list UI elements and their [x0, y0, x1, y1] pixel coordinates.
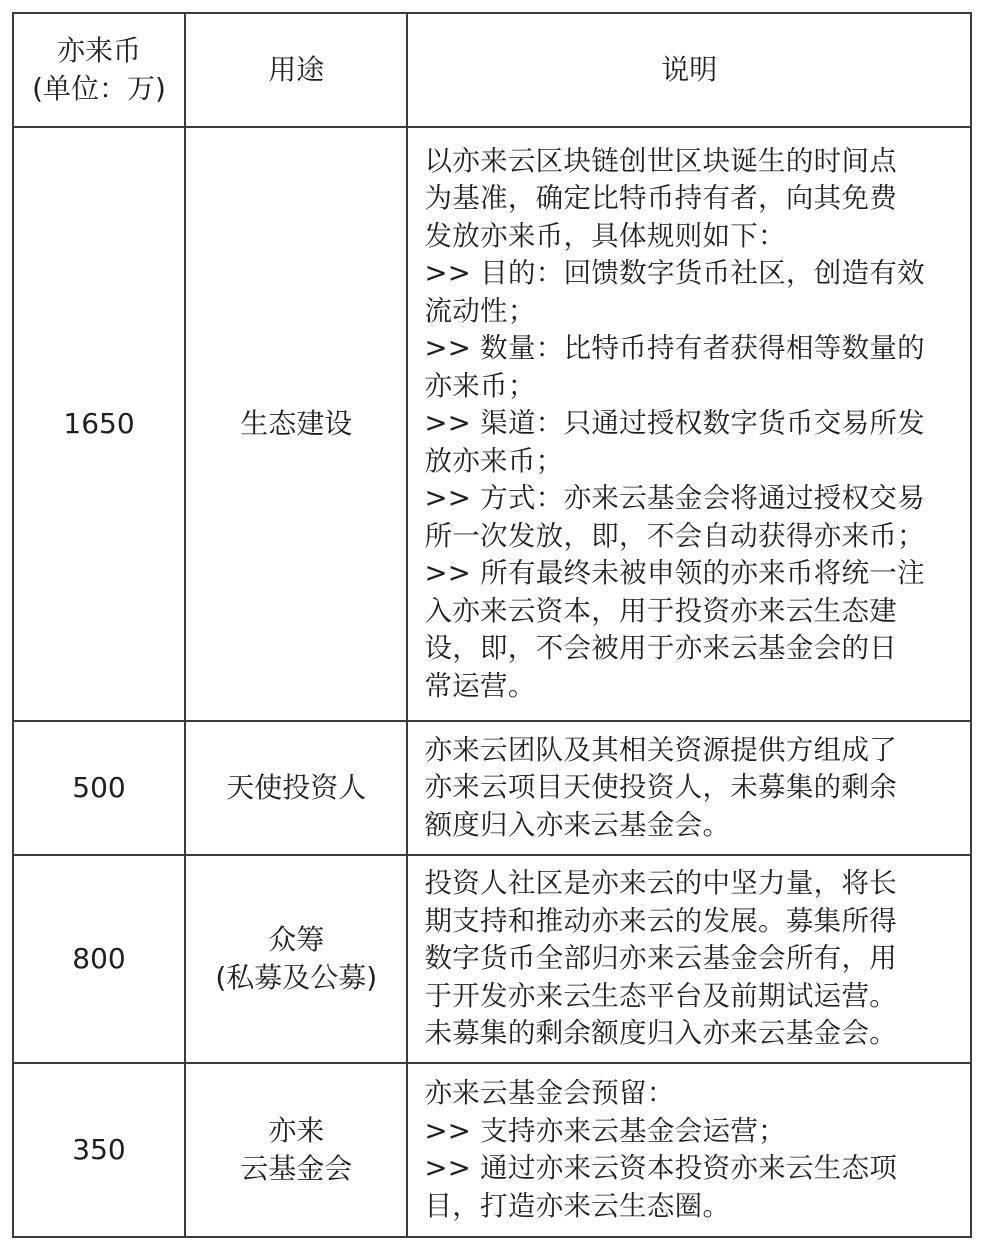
table-row: [13, 127, 971, 721]
description-line: 未募集的剩余额度归入亦来云基金会。: [424, 1017, 898, 1050]
usage-line: 云基金会: [240, 1152, 353, 1185]
usage-line: 亦来: [268, 1114, 325, 1147]
description-line: 设，即，不会被用于亦来云基金会的日: [424, 632, 898, 665]
amount-cell: 1650: [13, 127, 185, 721]
description-line: >> 所有最终未被申领的亦来币将统一注: [424, 557, 925, 590]
description-line: 亦来云团队及其相关资源提供方组成了: [424, 733, 898, 766]
header-amount-line1: 亦来币: [57, 34, 142, 67]
description-line: >> 数量：比特币持有者获得相等数量的: [424, 332, 925, 365]
usage-line: (私募及公募): [215, 961, 378, 994]
description-cell: [407, 721, 971, 855]
description-line: 以亦来云区块链创世区块诞生的时间点: [424, 144, 898, 177]
description-line: 额度归入亦来云基金会。: [424, 808, 731, 841]
description-line: 亦来云基金会预留：: [424, 1077, 675, 1109]
description-line: >> 目的：回馈数字货币社区，创造有效: [424, 257, 925, 290]
usage-cell: [185, 855, 407, 1063]
usage-cell: [185, 127, 407, 721]
header-usage: 用途: [185, 13, 407, 127]
amount-cell: 800: [13, 855, 185, 1063]
description-cell: [407, 855, 971, 1063]
description-line: 为基准，确定比特币持有者，向其免费: [424, 182, 898, 215]
allocation-table: [12, 12, 972, 1238]
description-line: 流动性；: [424, 294, 536, 327]
description-line: 放亦来币；: [424, 444, 564, 477]
table-header-row: [13, 13, 971, 127]
description-line: 所一次发放，即，不会自动获得亦来币；: [424, 519, 925, 552]
description-cell: [407, 1063, 971, 1237]
description-line: 亦来币；: [424, 369, 536, 402]
description-line: >> 渠道：只通过授权数字货币交易所发: [424, 407, 925, 440]
amount-cell: 350: [13, 1063, 185, 1237]
description-line: 发放亦来币，具体规则如下：: [424, 219, 786, 252]
table-row: [13, 1063, 971, 1237]
header-amount-line2: (单位：万): [32, 72, 166, 105]
description-line: >> 方式：亦来云基金会将通过授权交易: [424, 482, 925, 515]
amount-cell: 500: [13, 721, 185, 855]
usage-line: 生态建设: [240, 407, 353, 440]
usage-cell: [185, 1063, 407, 1237]
description-line: 常运营。: [424, 669, 536, 702]
description-line: 投资人社区是亦来云的中坚力量，将长: [424, 867, 898, 900]
description-line: 数字货币全部归亦来云基金会所有，用: [424, 942, 898, 975]
header-description: 说明: [407, 13, 971, 127]
header-amount: [13, 13, 185, 127]
usage-line: 天使投资人: [226, 771, 367, 804]
table-row: [13, 855, 971, 1063]
description-line: >> 支持亦来云基金会运营；: [424, 1114, 786, 1147]
description-line: >> 通过亦来云资本投资亦来云生态项: [424, 1152, 898, 1184]
description-line: 入亦来云资本，用于投资亦来云生态建: [424, 594, 898, 627]
description-line: 期支持和推动亦来云的发展。募集所得: [424, 904, 898, 937]
description-cell: [407, 127, 971, 721]
usage-cell: [185, 721, 407, 855]
description-line: 亦来云项目天使投资人，未募集的剩余: [424, 771, 898, 804]
description-line: 于开发亦来云生态平台及前期试运营。: [424, 979, 898, 1012]
table-row: [13, 721, 971, 855]
usage-line: 众筹: [268, 923, 325, 956]
description-line: 目，打造亦来云生态圈。: [424, 1189, 731, 1222]
